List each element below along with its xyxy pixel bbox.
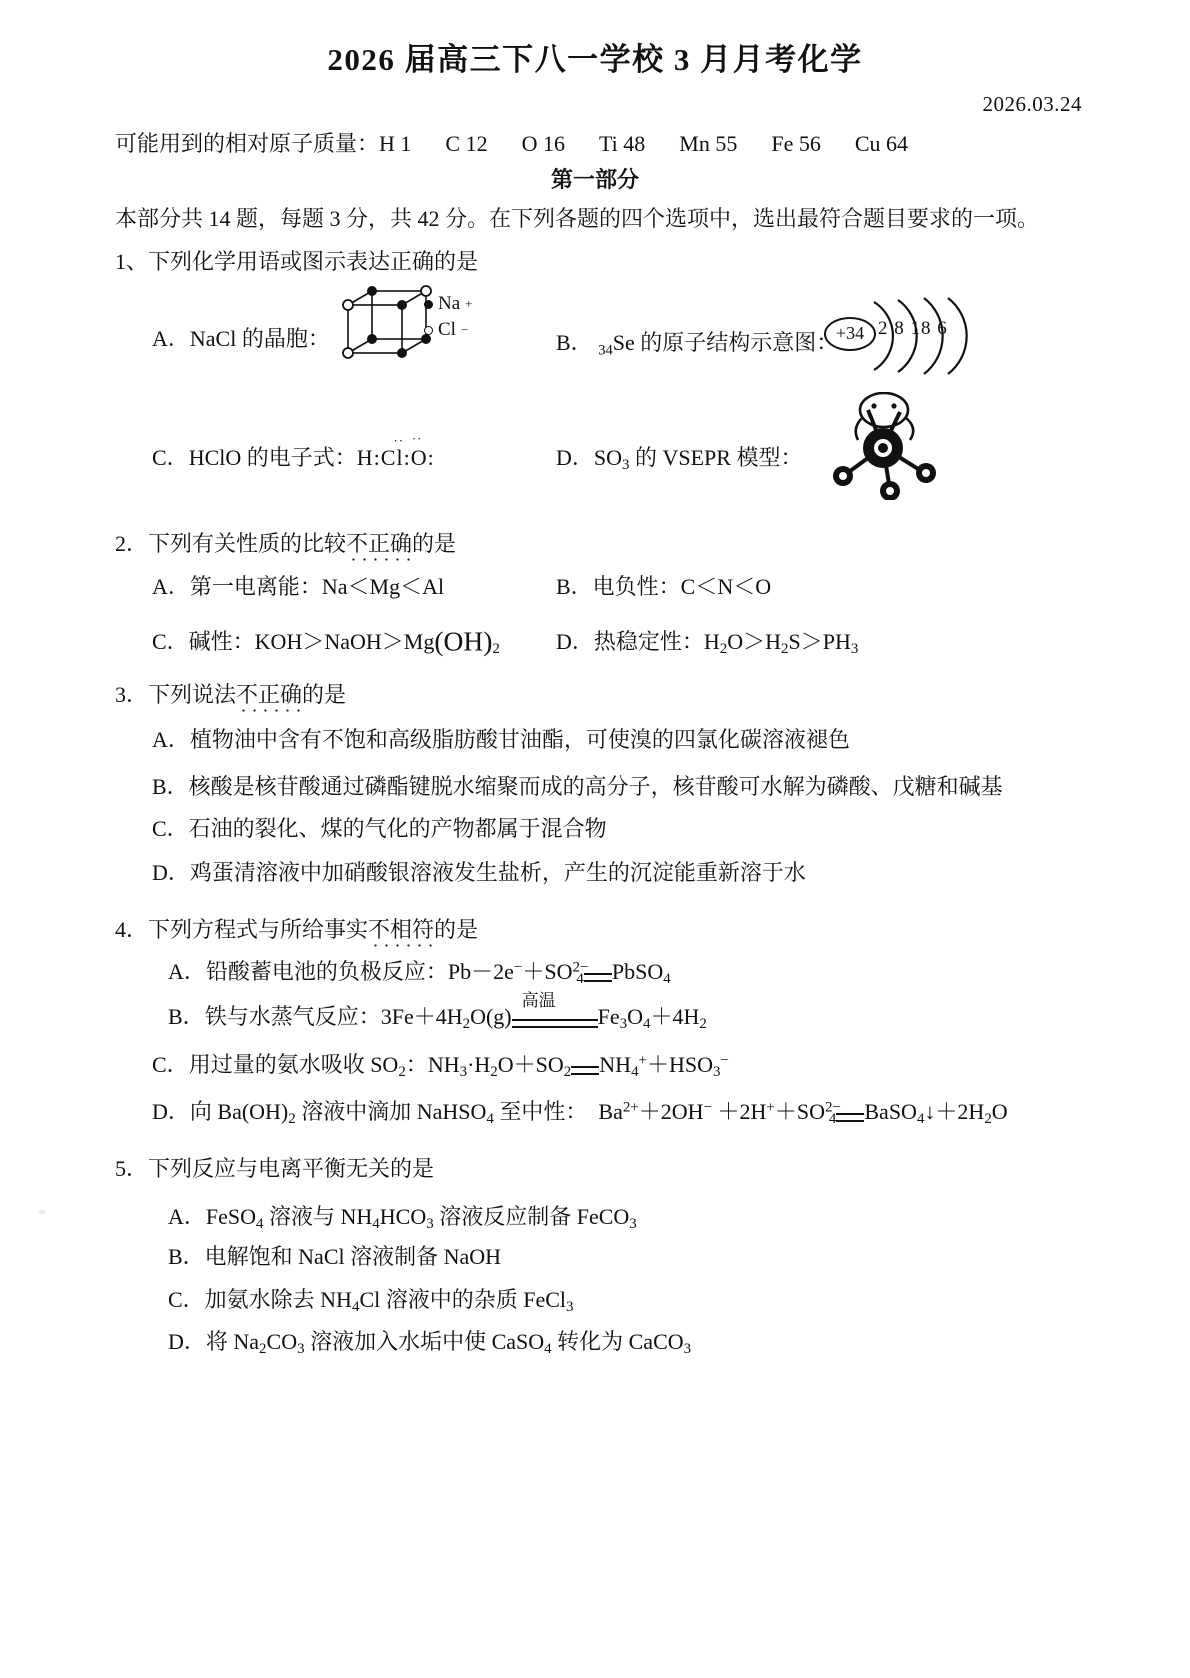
q4-c-text: 用过量的氨水吸收 $SO_2$： bbox=[188, 1052, 428, 1081]
q4-a-text: 铅酸蓄电池的负极反应： bbox=[205, 959, 448, 984]
option-d-formula-sub: 3 bbox=[622, 457, 630, 474]
q4-b-equation-left: $3Fe+4H_2O(g)$ bbox=[380, 1004, 512, 1033]
legend-cation-label: Na bbox=[438, 293, 461, 314]
question-3-text-post: 的是 bbox=[302, 682, 347, 707]
q4-c-equation-right: $NH_4^++HSO_3^-$ bbox=[599, 1052, 729, 1081]
legend-anion bbox=[424, 317, 472, 343]
question-3-option-d: D．鸡蛋清溶液中加硝酸银溶液发生盐析，产生的沉淀能重新溶于水 bbox=[152, 860, 806, 885]
option-b-subscript: 34 bbox=[598, 342, 613, 359]
equals-double-line-icon bbox=[584, 963, 612, 985]
question-5-option-d: D．将 $Na_2CO_3$ 溶液加入水垢中使 CaSO$_4$ 转化为 CaCO$_3$ bbox=[168, 1329, 692, 1358]
option-d-text: 的 VSEPR 模型： bbox=[629, 445, 803, 470]
atomic-mass-item-3: Ti 48 bbox=[598, 131, 646, 156]
question-2-option-c-sub: 2 bbox=[492, 641, 500, 658]
question-3-stem bbox=[115, 678, 346, 709]
question-3-number: 3． bbox=[115, 682, 149, 707]
q4-a-equation: $Pb-2e^-+SO^{2-}_4$ PbSO$_4$ bbox=[447, 959, 671, 988]
question-2-option-d-label: D．热稳定性：$H_2O>H_2S>PH_3$ bbox=[556, 629, 859, 658]
question-5-number: 5． bbox=[115, 1156, 149, 1181]
question-2-text-pre: 下列有关性质的比较 bbox=[148, 531, 347, 556]
question-2-emphasis: 不正确 bbox=[346, 531, 413, 556]
question-2-option-d bbox=[556, 625, 858, 658]
section-intro: 本部分共 14 题，每题 3 分，共 42 分。在下列各题的四个选项中，选出最符合题目要求的一项。 bbox=[115, 206, 1040, 231]
question-5-text: 下列反应与电离平衡无关的是 bbox=[148, 1156, 435, 1181]
option-c-text: HClO 的电子式： bbox=[188, 445, 357, 470]
question-4-number: 4． bbox=[115, 917, 149, 942]
question-3-option-a: A．植物油中含有不饱和高级脂肪酸甘油酯，可使溴的四氯化碳溶液褪色 bbox=[152, 727, 850, 752]
q4-d-equation-left: $Ba^{2+}+2OH^- +2H^++SO^{2-}_4$ bbox=[598, 1099, 841, 1128]
se-nucleus-label: +34 bbox=[824, 317, 876, 351]
atomic-masses-line bbox=[115, 127, 908, 158]
open-circle-icon bbox=[424, 326, 433, 335]
legend-anion-charge: − bbox=[460, 322, 469, 337]
question-3-text-pre: 下列说法 bbox=[148, 682, 237, 707]
question-4-option-b bbox=[168, 990, 707, 1033]
question-5-option-a: A．FeSO$_4$ 溶液与 $NH_4HCO_3$ 溶液反应制备 FeCO$_3$ bbox=[168, 1204, 637, 1233]
question-1-option-b bbox=[556, 326, 838, 359]
question-1-option-c bbox=[152, 431, 435, 472]
se-atomic-structure-diagram bbox=[824, 300, 972, 372]
nacl-legend bbox=[424, 291, 472, 343]
reaction-condition-arrow bbox=[512, 990, 598, 1030]
question-2-option-c bbox=[152, 625, 500, 658]
q4-d-equation-right: $BaSO_4↓+2H_2O$ bbox=[864, 1099, 1008, 1128]
option-a-text: NaCl 的晶胞： bbox=[189, 326, 330, 351]
question-4-option-c bbox=[152, 1048, 729, 1081]
option-d-label: D． bbox=[556, 445, 594, 470]
question-3-option-c: C．石油的裂化、煤的气化的产物都属于混合物 bbox=[152, 816, 607, 841]
se-shell-electrons: 2 8 18 6 bbox=[878, 318, 948, 339]
vsepr-model-diagram bbox=[828, 392, 938, 500]
q4-b-equation-right: $Fe_3O_4+4H_2$ bbox=[597, 1004, 707, 1033]
q4-d-label: D． bbox=[152, 1099, 190, 1124]
q4-b-condition: 高温 bbox=[521, 990, 556, 1010]
option-c-lewis-formula: H:Cl ·· :O ·· : bbox=[356, 431, 435, 470]
question-1-option-d bbox=[556, 441, 802, 474]
q4-b-label: B． bbox=[168, 1004, 205, 1029]
atomic-masses-label: 可能用到的相对原子质量： bbox=[115, 131, 380, 156]
filled-circle-icon bbox=[424, 300, 433, 309]
question-1-text: 下列化学用语或图示表达正确的是 bbox=[148, 249, 479, 274]
option-b-label: B． bbox=[556, 330, 593, 355]
question-3-emphasis: 不正确 bbox=[236, 682, 303, 707]
option-c-label: C． bbox=[152, 445, 189, 470]
question-4-text-pre: 下列方程式与所给事实 bbox=[148, 917, 369, 942]
question-2-number: 2． bbox=[115, 531, 149, 556]
question-2-stem bbox=[115, 527, 456, 558]
exam-date: 2026.03.24 bbox=[982, 92, 1082, 116]
option-b-text: Se 的原子结构示意图： bbox=[612, 330, 839, 355]
atomic-mass-item-1: C 12 bbox=[445, 131, 488, 156]
atomic-mass-item-2: O 16 bbox=[521, 131, 565, 156]
q4-c-equation-left: $NH_3\cdot H_2O+SO_2$ bbox=[427, 1052, 572, 1081]
equals-double-line-icon-2 bbox=[571, 1056, 599, 1078]
question-2-option-a: A．第一电离能：Na＜Mg＜Al bbox=[152, 574, 445, 599]
nacl-unit-cell-diagram bbox=[340, 283, 436, 361]
question-4-option-a bbox=[168, 955, 671, 988]
equals-double-line-icon-3 bbox=[836, 1103, 864, 1125]
question-2-option-b: B．电负性：C＜N＜O bbox=[556, 574, 772, 599]
question-4-option-d bbox=[152, 1095, 1008, 1128]
legend-cation bbox=[424, 291, 472, 317]
atomic-mass-item-0: H 1 bbox=[379, 131, 412, 156]
atomic-mass-item-6: Cu 64 bbox=[854, 131, 909, 156]
atomic-mass-item-5: Fe 56 bbox=[771, 131, 821, 156]
option-a-label: A． bbox=[152, 326, 190, 351]
section-heading: 第一部分 bbox=[550, 167, 639, 192]
page-title: 2026 届高三下八一学校 3 月月考化学 bbox=[327, 42, 863, 77]
question-1-option-a bbox=[152, 322, 330, 353]
legend-anion-label: Cl bbox=[438, 319, 456, 340]
question-4-text-post: 的是 bbox=[434, 917, 479, 942]
q4-b-text: 铁与水蒸气反应： bbox=[204, 1004, 381, 1029]
question-4-emphasis: 不相符 bbox=[368, 917, 435, 942]
question-2-option-c-text: C．碱性：KOH＞NaOH＞Mg bbox=[152, 629, 435, 654]
question-2-text-post: 的是 bbox=[412, 531, 457, 556]
question-5-stem bbox=[115, 1152, 434, 1183]
scan-artifact bbox=[38, 1210, 46, 1214]
question-2-option-c-paren: (OH) bbox=[434, 625, 493, 657]
q4-c-label: C． bbox=[152, 1052, 189, 1077]
question-5-option-b: B．电解饱和 NaCl 溶液制备 NaOH bbox=[168, 1244, 502, 1269]
legend-cation-charge: + bbox=[465, 296, 473, 311]
question-1-stem bbox=[115, 245, 478, 276]
option-d-formula: SO bbox=[593, 445, 623, 470]
question-3-option-b: B．核酸是核苷酸通过磷酯键脱水缩聚而成的高分子，核苷酸可水解为磷酸、戊糖和碱基 bbox=[152, 774, 1003, 799]
se-shell-arcs bbox=[868, 296, 972, 380]
question-1-number: 1、 bbox=[115, 249, 149, 274]
q4-a-label: A． bbox=[168, 959, 206, 984]
q4-d-text: 向 $Ba(OH)_2$ 溶液中滴加 NaHSO$_4$ 至中性： bbox=[189, 1099, 588, 1128]
question-5-option-c: C．加氨水除去 $NH_4Cl$ 溶液中的杂质 FeCl$_3$ bbox=[168, 1287, 574, 1316]
question-4-stem bbox=[115, 913, 478, 944]
atomic-mass-item-4: Mn 55 bbox=[679, 131, 738, 156]
